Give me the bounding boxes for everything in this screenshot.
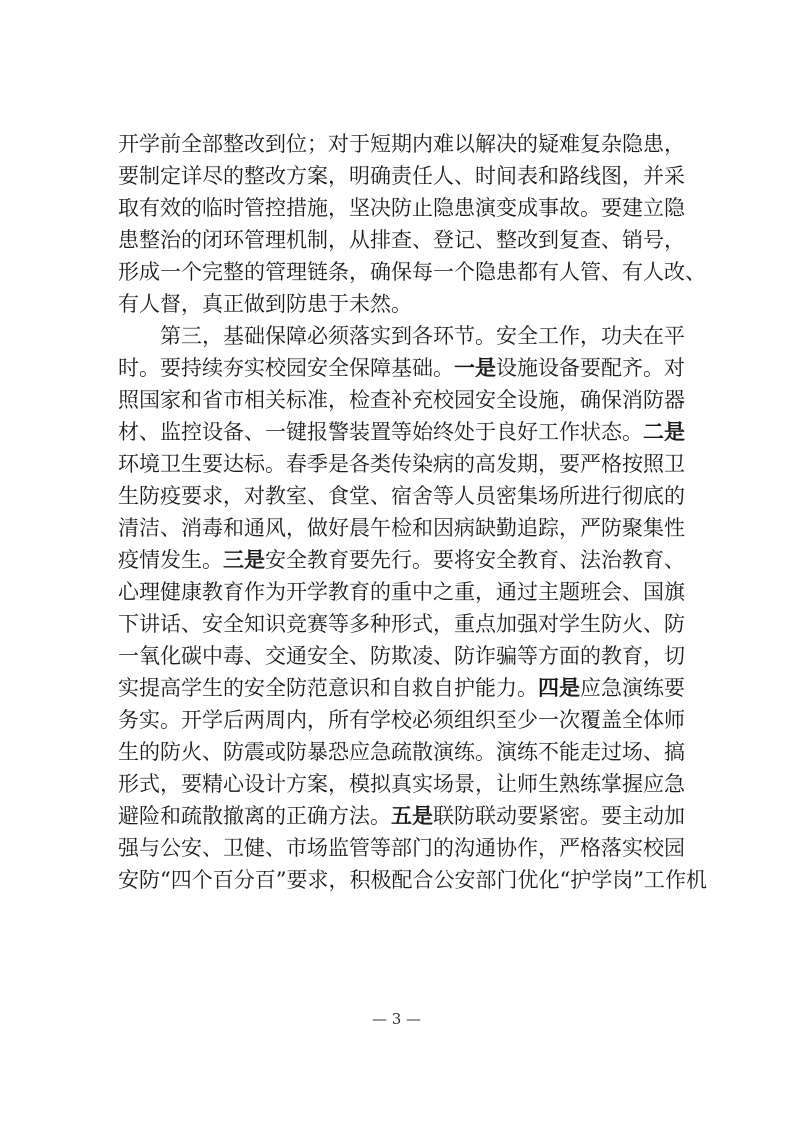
- bold-marker: 二是: [643, 420, 685, 444]
- text-line: 形式，要精心设计方案，模拟真实场景，让师生熟练掌握应急: [118, 772, 685, 796]
- text-line: 心理健康教育作为开学教育的重中之重，通过主题班会、国旗: [118, 580, 685, 604]
- text-line: 时。要持续夯实校园安全保障基础。一是设施设备要配齐。对: [118, 356, 685, 380]
- bold-marker: 三是: [223, 548, 265, 572]
- text-line: 患整治的闭环管理机制，从排查、登记、整改到复查、销号，: [118, 228, 685, 252]
- text-line: 材、监控设备、一键报警装置等始终处于良好工作状态。二是: [118, 420, 685, 444]
- bold-marker: 一是: [454, 356, 496, 380]
- bold-marker: 五是: [391, 804, 433, 828]
- text-line: 有人督，真正做到防患于未然。: [118, 292, 412, 316]
- text-line: 安防“四个百分百”要求，积极配合公安部门优化“护学岗”工作机: [118, 868, 707, 892]
- text-line: 照国家和省市相关标准，检查补充校园安全设施，确保消防器: [118, 388, 685, 412]
- text-line: 避险和疏散撤离的正确方法。五是联防联动要紧密。要主动加: [118, 804, 685, 828]
- paragraph-start-line: 第三，基础保障必须落实到各环节。安全工作，功夫在平: [160, 324, 685, 348]
- text-line: 疫情发生。三是安全教育要先行。要将安全教育、法治教育、: [118, 548, 685, 572]
- text-line: 要制定详尽的整改方案，明确责任人、时间表和路线图，并采: [118, 164, 685, 188]
- text-line: 清洁、消毒和通风，做好晨午检和因病缺勤追踪，严防聚集性: [118, 516, 685, 540]
- text-line: 取有效的临时管控措施，坚决防止隐患演变成事故。要建立隐: [118, 196, 685, 220]
- text-line: 下讲话、安全知识竞赛等多种形式，重点加强对学生防火、防: [118, 612, 685, 636]
- bold-marker: 四是: [538, 676, 580, 700]
- page-number: — 3 —: [371, 1010, 422, 1028]
- text-line: 务实。开学后两周内，所有学校必须组织至少一次覆盖全体师: [118, 708, 685, 732]
- text-line: 一氧化碳中毒、交通安全、防欺凌、防诈骗等方面的教育，切: [118, 644, 685, 668]
- text-line: 实提高学生的安全防范意识和自救自护能力。四是应急演练要: [118, 676, 685, 700]
- text-line: 开学前全部整改到位；对于短期内难以解决的疑难复杂隐患，: [118, 132, 685, 156]
- text-line: 生防疫要求，对教室、食堂、宿舍等人员密集场所进行彻底的: [118, 484, 685, 508]
- text-line: 生的防火、防震或防暴恐应急疏散演练。演练不能走过场、搞: [118, 740, 685, 764]
- text-line: 环境卫生要达标。春季是各类传染病的高发期，要严格按照卫: [118, 452, 685, 476]
- text-line: 形成一个完整的管理链条，确保每一个隐患都有人管、有人改、: [118, 260, 706, 284]
- text-line: 强与公安、卫健、市场监管等部门的沟通协作，严格落实校园: [118, 836, 685, 860]
